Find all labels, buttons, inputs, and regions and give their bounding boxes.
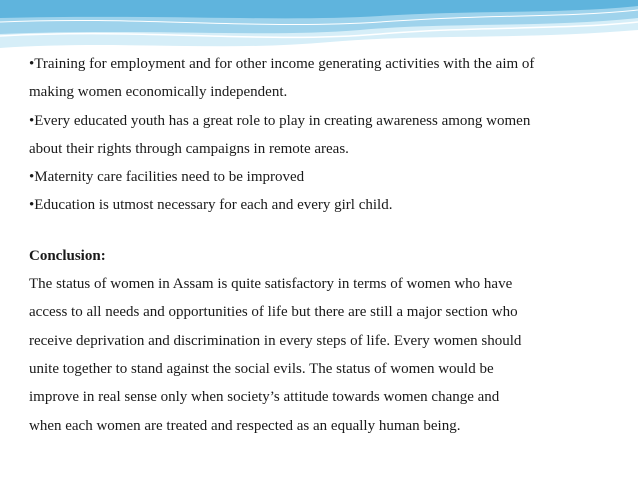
bullet-item-training	[29, 50, 614, 107]
bullet-text-line: •Education is utmost necessary for each and every girl child.	[29, 197, 393, 214]
bullet-item-education	[29, 191, 614, 219]
bullet-item-maternity	[29, 163, 614, 191]
slide-body	[29, 50, 614, 440]
conclusion-paragraph	[29, 270, 614, 440]
conclusion-line: unite together to stand against the social evils. The status of women would be	[29, 360, 494, 377]
conclusion-heading: Conclusion:	[29, 247, 106, 264]
conclusion-line: improve in real sense only when society’s attitude towards women change and	[29, 389, 500, 406]
conclusion-line: when each women are treated and respected as an equally human being.	[29, 417, 461, 434]
bullet-text-line: about their rights through campaigns in remote areas.	[29, 140, 349, 157]
bullet-text-line: •Training for employment and for other income generating activities with the aim of	[29, 56, 535, 72]
bullet-text-line: making women economically independent.	[29, 84, 288, 101]
conclusion-line: access to all needs and opportunities of life but there are still a major section who	[29, 304, 518, 321]
bullet-text-line: •Maternity care facilities need to be improved	[29, 169, 305, 186]
conclusion-line: The status of women in Assam is quite satisfactory in terms of women who have	[29, 276, 513, 293]
bullet-item-youth-awareness	[29, 107, 614, 164]
bullet-text-line: •Every educated youth has a great role to play in creating awareness among women	[29, 112, 531, 129]
section-spacer	[29, 220, 614, 242]
conclusion-line: receive deprivation and discrimination in every steps of life. Every women should	[29, 332, 522, 349]
